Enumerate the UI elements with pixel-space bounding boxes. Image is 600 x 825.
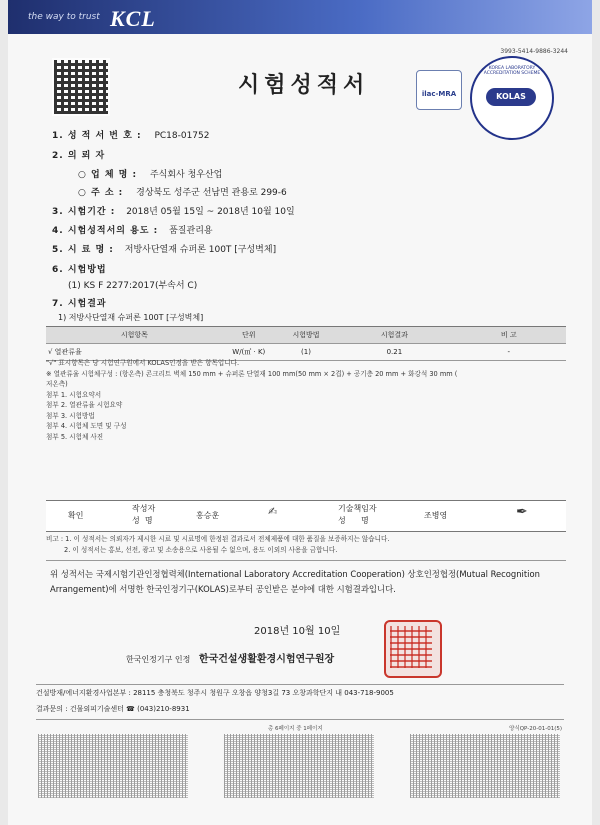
kolas-logo [470,56,554,140]
result-heading: 7. 시험결과 [52,299,107,309]
purpose: 품질관리용 [169,226,213,236]
document-number: 3993-5414-9886-3244 [500,48,568,55]
tech-signature: ✒ [516,504,528,520]
signature-block [46,500,566,532]
address-row [78,185,287,198]
method-heading: 6. 시험방법 [52,265,107,275]
official-seal [384,620,442,678]
period-row [52,204,295,217]
remarks [46,534,566,561]
table-cell: 0.21 [337,344,451,361]
writer-name: 홍승훈 [196,511,220,520]
note-line: 첨부 1. 시험요약서 [46,390,102,399]
security-barcode [224,734,374,798]
column-header: 시험항목 [46,327,223,344]
sample-label: 5. 시 료 명 : [52,245,114,255]
kcl-logo: KCL [110,6,156,31]
notes [46,358,566,442]
test-method: (1) KS F 2277:2017(부속서 C) [68,281,198,291]
results-table [46,326,566,361]
issue-date: 2018년 10월 10일 [254,626,341,637]
header-band [8,0,592,34]
security-barcode [38,734,188,798]
footer [36,684,564,720]
report-number-row [52,128,209,141]
report-number: PC18-01752 [154,131,210,141]
page-info: 총 6페이지 중 1페이지 [268,726,323,732]
test-report-page [8,0,592,825]
form-number: 양식QP-20-01-01(5) [509,726,562,732]
kolas-label: KOLAS [486,88,536,106]
accreditation-statement: 위 성적서는 국제시험기관인정협력체(International Laboratory Accreditation Cooperation) 상호인정협정(Mutual Recognition Arrangement)에 서명한 한국인정기구(KOLAS)로부터 공인받은 분야에 대한 시험결과입니다. [50,569,540,594]
company-label: ○ 업 체 명 : [78,170,138,180]
confirm-label: 확인 [68,511,84,520]
table-cell: W/(㎡ · K) [223,344,275,361]
note-line: ※ 열관류율 시험체구성 : (항온측) 콘크리트 벽체 150 mm + 슈퍼론 단열재 100 mm(50 mm × 2겹) + 공기층 20 mm + 화강석 30 mm ( [46,369,458,378]
tech-manager-name: 조병영 [424,511,448,520]
company-row [78,167,222,180]
report-number-label: 1. 성 적 서 번 호 : [52,131,142,141]
client-heading: 2. 의 뢰 자 [52,151,106,161]
table-cell: √ 열관류율 [46,344,223,361]
column-header: 시험방법 [275,327,337,344]
sample-row [52,242,276,255]
purpose-row [52,223,213,236]
institute-line [126,650,334,665]
period-label: 3. 시험기간 : [52,207,116,217]
remark-line: 비고 : 1. 이 성적서는 의뢰자가 제시한 시료 및 시료명에 한정된 결과로서 전체제품에 대한 품질을 보증하지는 않습니다. [46,535,390,543]
ilac-mra-logo: ilac-MRA [416,70,462,110]
purpose-label: 4. 시험성적서의 용도 : [52,226,159,236]
sample-name: 저방사단열재 슈퍼론 100T [구성벽체] [124,245,277,255]
table-cell: (1) [275,344,337,361]
qr-code [52,58,110,116]
note-line: 첨부 5. 시험체 사진 [46,432,104,441]
security-barcode [410,734,560,798]
page-title: 시험성적서 [238,73,370,98]
note-line: 저온측) [46,380,68,388]
company-name: 주식회사 청우산업 [149,170,223,180]
tech-manager-label: 기술책임자 성 명 [338,504,377,525]
column-header: 비 고 [452,327,566,344]
note-line: 첨부 4. 시험체 도면 및 구성 [46,422,127,430]
address-label: ○ 주 소 : [78,188,124,198]
remark-line: 2. 이 성적서는 홍보, 선전, 광고 및 소송용으로 사용될 수 없으며, 용도 이외의 사용을 금합니다. [64,546,338,554]
writer-signature: ✍ [268,505,278,518]
institute-name: 한국건설생활환경시험연구원장 [198,654,335,665]
kolas-ring-text: KOREA LABORATORY ACCREDITATION SCHEME [483,66,541,76]
institute-prefix: 한국인정기구 인정 [126,655,191,664]
column-header: 단위 [223,327,275,344]
footer-contact: 결과문의 : 건물외피기술센터 ☎ (043)210-8931 [36,705,190,713]
column-header: 시험결과 [337,327,451,344]
note-line: 첨부 3. 시험방법 [46,411,95,420]
result-item: 1) 저방사단열재 슈퍼론 100T [구성벽체] [58,313,204,322]
table-cell: - [452,344,566,361]
tagline: the way to trust [28,12,100,22]
test-period: 2018년 05월 15일 ~ 2018년 10월 10일 [126,207,295,217]
address: 경상북도 성주군 선남면 관용로 299-6 [136,188,287,198]
writer-label: 작성자 성 명 [132,504,156,525]
note-line: 첨부 2. 열관류율 시험요약 [46,401,123,409]
note-line: "√" 표시항목은 당 시험연구원에서 KOLAS인정을 받은 항목입니다. [46,359,240,367]
table-header-row [46,327,566,344]
footer-address: 건설방재/에너지환경사업본부 : 28115 충청북도 청주시 청원구 오창읍 양청3길 73 오창과학단지 내 043-718-9005 [36,689,394,697]
